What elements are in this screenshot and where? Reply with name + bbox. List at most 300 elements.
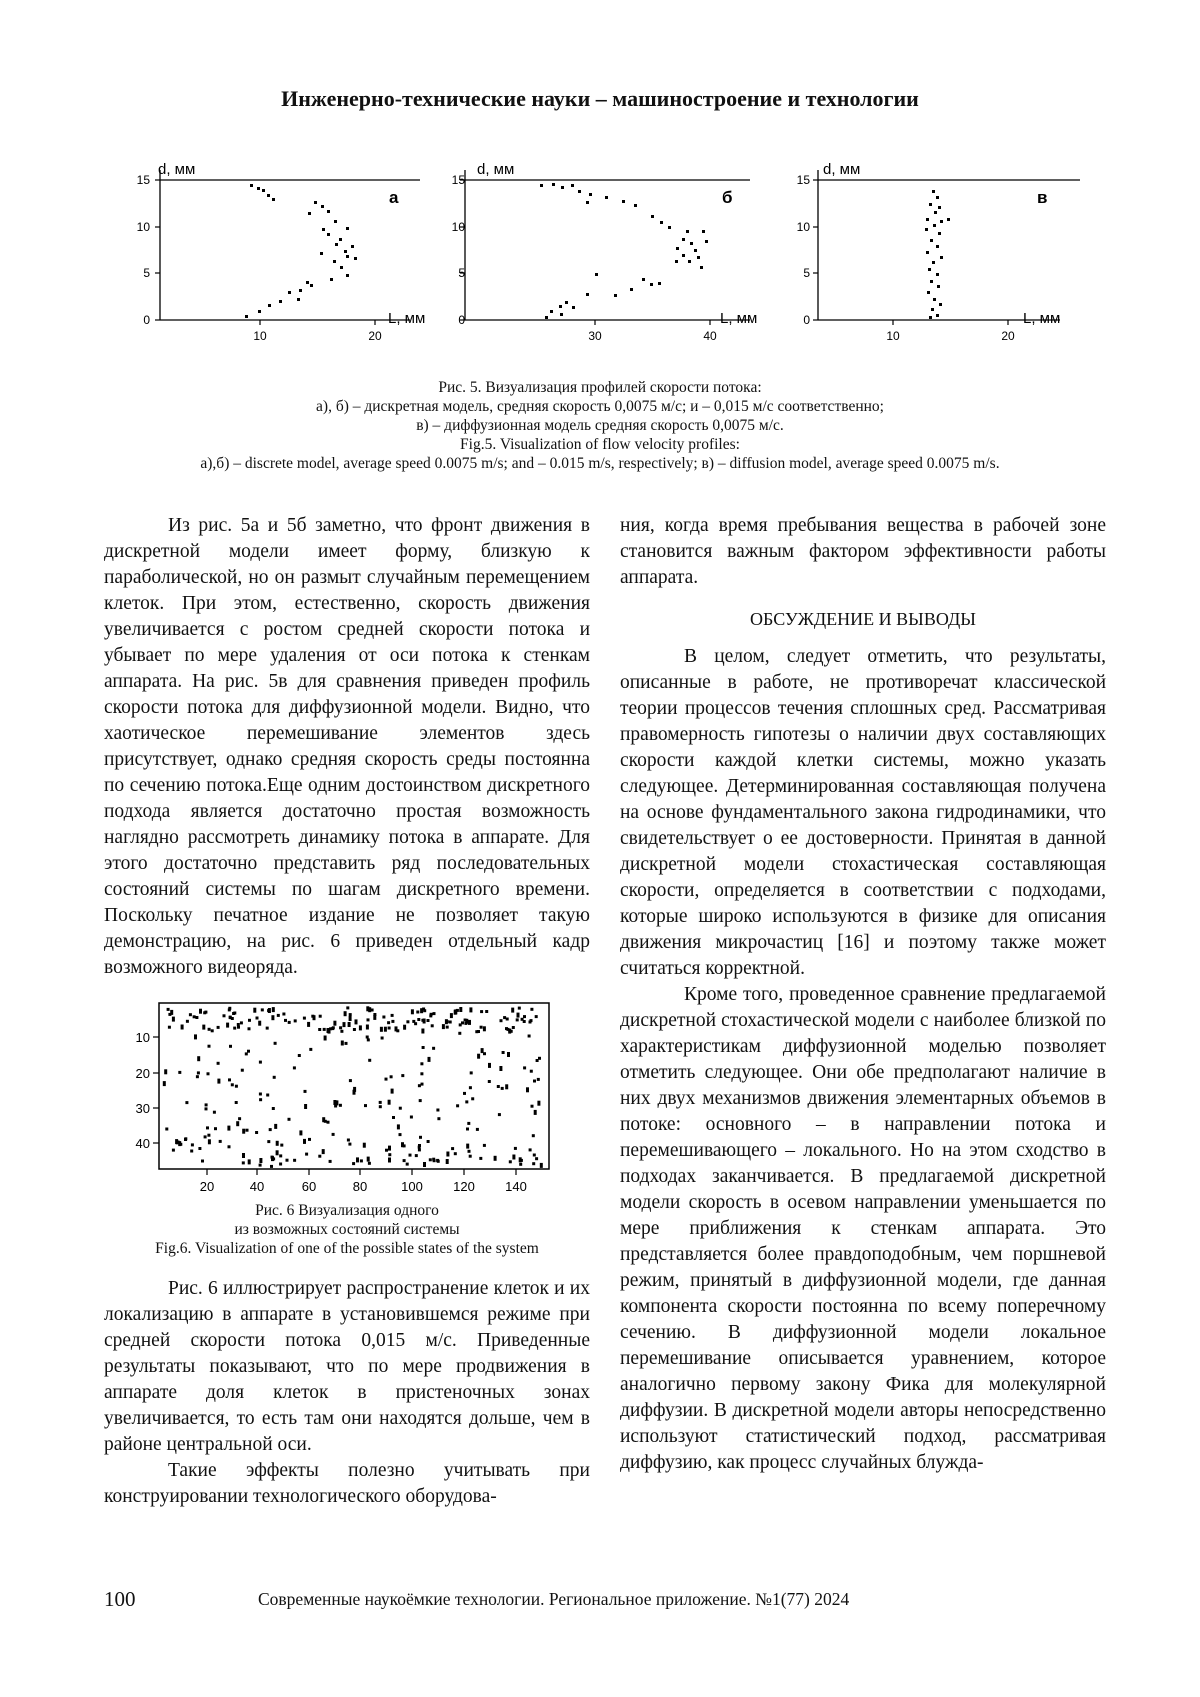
cell-dot — [450, 1013, 453, 1018]
cell-dot — [279, 1163, 282, 1166]
cell-dot — [418, 1144, 421, 1147]
cell-dot — [429, 1158, 432, 1161]
cell-dot — [217, 1026, 220, 1029]
cell-dot — [533, 1154, 536, 1157]
cell-dot — [506, 1028, 509, 1031]
cell-dot — [463, 1092, 466, 1095]
cell-dot — [430, 1013, 433, 1016]
cell-dot — [345, 1042, 348, 1045]
cell-dot — [248, 1159, 251, 1164]
cell-dot — [266, 1027, 269, 1030]
cell-dot — [366, 1036, 369, 1039]
cell-dot — [232, 1012, 235, 1015]
cell-dot — [271, 1015, 274, 1020]
cell-dot — [464, 1022, 467, 1025]
y-tick: 10 — [135, 1030, 150, 1045]
paragraph: Рис. 6 иллюстрирует распространение клеток и их локализацию в аппарате в установившемся режиме при средней скорости потока 0,015 м/с. Приведенные результаты показывают, что по мере продвижения в аппарате доля клеток в пристеночных зонах увеличивается, то есть там они находятся дольше, чем в районе центральной оси. — [104, 1278, 590, 1455]
cell-dot — [499, 1066, 502, 1071]
cell-dot — [512, 1026, 515, 1029]
cell-dot — [246, 1129, 249, 1132]
cell-dot — [341, 1041, 344, 1046]
right-column — [620, 513, 1106, 1476]
cell-dot — [235, 1101, 238, 1104]
cell-dot — [406, 1163, 409, 1166]
cell-dot — [420, 1062, 423, 1065]
cell-dot — [199, 1009, 202, 1014]
cell-dot — [469, 1155, 472, 1158]
cell-dot — [427, 1140, 430, 1143]
cell-dot — [288, 1021, 291, 1024]
y-tick: 0 — [803, 313, 810, 327]
cell-dot — [411, 1009, 414, 1014]
cell-dot — [399, 1107, 402, 1110]
scatter-points — [925, 190, 950, 319]
caption-line: Fig.5. Visualization of flow velocity profiles: — [460, 436, 740, 453]
cell-dot — [469, 1086, 472, 1089]
cell-dot — [401, 1074, 404, 1077]
cell-dot — [274, 1124, 277, 1129]
cell-dot — [305, 1153, 308, 1156]
cell-dot — [353, 1028, 356, 1031]
x-tick: 140 — [505, 1179, 527, 1194]
cell-dot — [422, 1046, 425, 1049]
x-tick: 40 — [703, 329, 717, 343]
cell-dot — [273, 1076, 276, 1079]
cell-dot — [401, 1142, 404, 1147]
cell-dot — [498, 1113, 501, 1116]
cell-dot — [387, 1021, 390, 1024]
cell-dot — [437, 1117, 440, 1120]
paragraph: ния, когда время пребывания вещества в рабочей зоне становится важным фактором эффективности работы аппарата. — [620, 515, 1106, 588]
cell-dot — [395, 1026, 398, 1031]
cell-dot — [523, 1015, 526, 1018]
cell-dot — [458, 1032, 461, 1035]
caption-line: Рис. 5. Визуализация профилей скорости потока: — [438, 379, 762, 396]
cell-dot — [211, 1029, 214, 1032]
cell-dot — [433, 1159, 436, 1162]
cell-dot — [318, 1028, 321, 1031]
cell-dot — [324, 1120, 327, 1123]
cell-dot — [360, 1159, 363, 1162]
cell-dot — [228, 1078, 231, 1081]
cell-dot — [517, 1013, 520, 1018]
cell-dot — [288, 1118, 291, 1121]
cell-dot — [388, 1153, 391, 1156]
cell-dot — [304, 1090, 307, 1093]
y-tick: 20 — [135, 1066, 150, 1081]
x-tick: 20 — [368, 329, 382, 343]
cell-dot — [480, 1026, 483, 1029]
y-tick: 10 — [451, 220, 465, 234]
cell-dot — [277, 1014, 280, 1017]
caption-line: Рис. 6 Визуализация одного — [255, 1202, 439, 1219]
cell-dot — [512, 1155, 515, 1160]
cell-dot — [535, 1157, 538, 1160]
cell-dot — [459, 1007, 462, 1012]
cell-dot — [423, 1162, 426, 1167]
cell-dot — [274, 1042, 277, 1045]
cell-dot — [205, 1107, 208, 1110]
cell-dot — [186, 1020, 189, 1023]
cell-dot — [309, 1048, 312, 1051]
x-tick: 100 — [401, 1179, 423, 1194]
y-tick: 5 — [458, 266, 465, 280]
cell-dot — [403, 1159, 406, 1162]
cell-dot — [530, 1008, 533, 1011]
cell-dot — [392, 1116, 395, 1119]
cell-dot — [420, 1072, 423, 1075]
cell-dot — [466, 1128, 469, 1131]
cell-dot — [388, 1146, 391, 1151]
cell-dot — [380, 1027, 383, 1032]
cell-dot — [388, 1027, 391, 1030]
cell-dot — [418, 1084, 421, 1087]
figure-5-caption — [80, 378, 1120, 473]
cell-dot — [339, 1104, 342, 1107]
cell-dot — [415, 1154, 418, 1157]
caption-line: а),б) – discrete model, average speed 0.0075 m/s; and – 0.015 m/s, respectively; в) – diffusion model, average speed 0.0075 m/s. — [200, 455, 1000, 472]
cell-dot — [178, 1071, 181, 1074]
cell-dot — [270, 1165, 273, 1168]
cell-dot — [349, 1013, 352, 1016]
cell-dot — [379, 1105, 382, 1108]
cell-dot — [235, 1085, 238, 1088]
cell-dot — [259, 1158, 262, 1163]
cell-dot — [189, 1013, 192, 1016]
cell-dot — [197, 1071, 200, 1074]
cell-dot — [276, 1150, 279, 1155]
cell-dot — [193, 1015, 196, 1018]
cell-dot — [436, 1109, 439, 1112]
cell-dot — [258, 1021, 261, 1026]
cell-dot — [276, 1141, 279, 1146]
cell-dot — [226, 1023, 229, 1028]
cell-dot — [259, 1061, 262, 1064]
cell-dot — [382, 1016, 385, 1019]
cell-dot — [231, 1017, 234, 1020]
x-tick: 80 — [352, 1179, 368, 1194]
cell-dot — [454, 1010, 457, 1015]
cell-dot — [349, 1016, 352, 1021]
cell-dot — [219, 1140, 222, 1143]
cell-dot — [421, 1019, 424, 1022]
cell-dot — [242, 1161, 245, 1164]
cell-dot — [269, 1128, 272, 1131]
cell-dot — [519, 1163, 522, 1166]
cell-dot — [399, 1133, 402, 1136]
cell-dot — [208, 1045, 211, 1048]
cell-dot — [346, 1006, 349, 1009]
cell-dot — [391, 1089, 394, 1094]
cell-dot — [500, 1019, 503, 1022]
cell-dot — [468, 1150, 471, 1153]
cell-dot — [282, 1013, 285, 1016]
cell-dot — [339, 1026, 342, 1029]
cell-dot — [456, 1104, 459, 1107]
cell-dot — [532, 1162, 535, 1165]
cell-dot — [205, 1103, 208, 1106]
cell-dot — [329, 1160, 332, 1163]
journal-name: Современные наукоёмкие технологии. Региональное приложение. №1(77) 2024 — [258, 1589, 850, 1609]
y-tick: 5 — [143, 266, 150, 280]
cell-dot — [344, 1011, 347, 1016]
cell-dot — [349, 1079, 352, 1082]
cell-dot — [477, 1054, 480, 1059]
cell-dot — [267, 1140, 270, 1143]
cell-dot — [423, 1009, 426, 1012]
cell-dot — [236, 1121, 239, 1126]
cell-dot — [427, 1019, 430, 1022]
cell-dot — [414, 1022, 417, 1025]
figure-5 — [0, 148, 1200, 368]
cell-dot — [242, 1129, 245, 1134]
cell-dot — [241, 1069, 244, 1072]
y-tick: 10 — [136, 220, 150, 234]
cell-dot — [528, 1035, 531, 1038]
cell-dot — [170, 1010, 173, 1015]
y-axis-label: d, мм — [158, 161, 196, 178]
cell-dot — [238, 1117, 241, 1120]
cell-dot — [384, 1027, 387, 1032]
y-tick: 15 — [796, 173, 810, 187]
cell-dot — [446, 1020, 449, 1023]
cell-dot — [353, 1087, 356, 1092]
cell-dot — [529, 1148, 532, 1151]
cell-dot — [191, 1143, 194, 1146]
caption-line: в) – диффузионная модель средняя скорость 0,0075 м/с. — [416, 417, 784, 434]
cell-dot — [298, 1054, 301, 1057]
cell-dot — [256, 1017, 259, 1020]
cell-dot — [446, 1159, 449, 1164]
left-column — [104, 513, 590, 1510]
x-tick: 30 — [588, 329, 602, 343]
cell-dot — [483, 1144, 486, 1147]
cell-dot — [391, 1014, 394, 1017]
cell-dot — [417, 1018, 420, 1021]
cell-dot — [267, 1009, 270, 1012]
cell-dot — [364, 1104, 367, 1107]
cell-dot — [433, 1012, 436, 1015]
cell-dot — [208, 1139, 211, 1144]
cell-dot — [247, 1050, 250, 1053]
cell-dot — [168, 1026, 171, 1029]
cell-dot — [324, 1036, 327, 1041]
cell-dot — [503, 1016, 506, 1019]
cell-dot — [531, 1105, 534, 1108]
cell-dot — [532, 1134, 535, 1137]
y-tick: 0 — [458, 313, 465, 327]
cell-dot — [526, 1087, 529, 1092]
x-axis-label: L, мм — [1023, 310, 1061, 327]
cell-dot — [172, 1017, 175, 1022]
cell-dot — [167, 1008, 170, 1011]
cell-dot — [307, 1022, 310, 1027]
cell-dot — [261, 1008, 264, 1011]
cell-dot — [367, 1038, 370, 1041]
cell-dot — [253, 1008, 256, 1013]
cell-dot — [485, 1010, 488, 1013]
cell-dot — [488, 1063, 491, 1068]
cell-dot — [242, 1153, 245, 1158]
cell-dot — [403, 1025, 406, 1030]
cell-dot — [446, 1026, 449, 1029]
cell-dot — [237, 1023, 240, 1026]
cell-dot — [446, 1152, 449, 1157]
x-tick: 10 — [886, 329, 900, 343]
cell-dot — [293, 1066, 296, 1069]
cell-dot — [368, 1059, 371, 1062]
cell-dot — [229, 1045, 232, 1048]
cell-dot — [233, 1027, 236, 1030]
cell-dot — [348, 1022, 351, 1027]
cell-dot — [271, 1156, 274, 1161]
cell-dot — [272, 1107, 275, 1110]
cell-dot — [409, 1154, 412, 1157]
cell-dot — [355, 1019, 358, 1024]
cell-dot — [385, 1078, 388, 1081]
cell-dot — [280, 1144, 283, 1147]
panel-label: б — [722, 188, 733, 207]
cell-dot — [471, 1097, 474, 1100]
cell-dot — [293, 1159, 296, 1162]
figure-5-panel-b — [452, 161, 758, 343]
cell-dot — [537, 1078, 540, 1081]
cell-dot — [240, 1021, 243, 1024]
cell-dot — [340, 1030, 343, 1033]
cell-dot — [206, 1126, 209, 1129]
cell-dot — [451, 1147, 454, 1150]
cell-dot — [259, 1164, 262, 1167]
x-tick: 40 — [249, 1179, 265, 1194]
cell-dot — [505, 1084, 508, 1089]
cell-dot — [259, 1098, 262, 1101]
section-title: ОБСУЖДЕНИЕ И ВЫВОДЫ — [750, 609, 976, 629]
cell-dot — [388, 1100, 391, 1105]
caption-line: Fig.6. Visualization of one of the possible states of the system — [155, 1240, 539, 1257]
cell-dot — [533, 1080, 536, 1083]
cell-dot — [195, 1016, 198, 1019]
cell-dot — [416, 1011, 419, 1014]
x-axis-label: L, мм — [720, 310, 758, 327]
cell-dot — [178, 1141, 181, 1146]
cell-dot — [286, 1159, 289, 1162]
cell-dot — [420, 1008, 423, 1013]
cell-dot — [207, 1134, 210, 1137]
paragraph: Такие эффекты полезно учитывать при конструировании технологического оборудова- — [104, 1460, 590, 1507]
cell-dot — [237, 1026, 240, 1029]
cell-dot — [367, 1157, 370, 1162]
paragraph: В целом, следует отметить, что результаты, описанные в работе, не противоречат классической теории процессов течения сплошных сред. Рассматривая правомерность гипотезы о наличии двух составляющих скорости каждой клетки системы, можно указать следующее. Детерминированная составляющая получена на основе фундаментального закона гидродинамики, что свидетельствует о ее достоверности. Принятая в данной дискретной модели стохастическая составляющая скорости, определяется в соответствии с подходами, которые широко используются в физике для описания движения микрочастиц [16] и поэтому также может считаться корректной. — [620, 646, 1106, 979]
cell-dot — [201, 1160, 204, 1163]
cell-dot — [198, 1147, 201, 1150]
cell-dot — [308, 1138, 311, 1141]
running-title: Инженерно-технические науки – машиностроение и технологии — [281, 86, 919, 111]
cell-dot — [459, 1023, 462, 1026]
x-axis-label: L, мм — [388, 310, 426, 327]
cell-dot — [521, 1018, 524, 1021]
y-tick: 0 — [143, 313, 150, 327]
cell-dot — [385, 1149, 388, 1152]
cell-dot — [323, 1028, 326, 1031]
cell-dot — [248, 1027, 251, 1030]
cell-dot — [509, 1160, 512, 1163]
cell-dot — [327, 1028, 330, 1033]
cell-dot — [538, 1057, 541, 1060]
cell-dot — [368, 1162, 371, 1165]
x-tick: 20 — [1001, 329, 1015, 343]
cell-dot — [466, 1144, 469, 1149]
cell-dot — [279, 1154, 282, 1157]
cell-dot — [227, 1126, 230, 1131]
cell-dot — [203, 1011, 206, 1014]
cell-dot — [368, 1007, 371, 1012]
cell-dot — [223, 1014, 226, 1017]
cell-dot — [373, 1015, 376, 1020]
cell-dot — [469, 1007, 472, 1012]
cell-dot — [197, 1056, 200, 1061]
figure-6-caption — [104, 1201, 590, 1258]
cell-dot — [231, 1083, 234, 1086]
cell-dot — [379, 1101, 382, 1104]
x-tick: 10 — [253, 329, 267, 343]
cell-dot — [479, 1157, 482, 1160]
cell-dot — [172, 1149, 175, 1152]
cell-dot — [465, 1100, 468, 1103]
cell-dot — [266, 1094, 269, 1097]
cell-dot — [508, 1031, 511, 1034]
y-tick: 5 — [803, 266, 810, 280]
cell-dot — [335, 1100, 338, 1105]
cell-dot — [388, 1158, 391, 1163]
cell-dot — [514, 1147, 517, 1150]
cell-dot — [184, 1138, 187, 1141]
cell-dot — [494, 1156, 497, 1161]
scatter-points — [540, 183, 708, 319]
cell-dot — [217, 1062, 220, 1065]
cell-dot — [194, 1034, 197, 1039]
caption-line: а), б) – дискретная модель, средняя скорость 0,0075 м/с; и – 0,015 м/с соответственно; — [316, 398, 884, 415]
cell-dot — [299, 1130, 302, 1135]
cell-dot — [502, 1051, 505, 1054]
cell-dot — [347, 1139, 350, 1142]
cell-dot — [322, 1149, 325, 1154]
y-tick: 15 — [136, 173, 150, 187]
cell-dot — [418, 1148, 421, 1151]
cell-dot — [483, 1026, 486, 1031]
cell-dot — [356, 1157, 359, 1162]
cell-dot — [213, 1111, 216, 1114]
cell-dot — [488, 1080, 491, 1083]
cell-dot — [272, 1007, 275, 1012]
cell-dot — [507, 1052, 510, 1057]
cell-dot — [367, 1018, 370, 1021]
cell-dot — [475, 1030, 478, 1033]
cell-dot — [540, 1163, 543, 1168]
figure-5-panel-a — [137, 161, 426, 343]
cell-dot — [207, 1072, 210, 1075]
cell-dot — [319, 1015, 322, 1018]
cell-dot — [519, 1157, 522, 1162]
figure-6 — [104, 997, 590, 1197]
cell-dot — [303, 1139, 306, 1144]
y-tick: 30 — [135, 1101, 150, 1116]
cell-dot — [359, 1025, 362, 1030]
cell-dot — [348, 1143, 351, 1146]
cell-dot — [196, 1075, 199, 1078]
paragraph: Из рис. 5а и 5б заметно, что фронт движения в дискретной модели имеет форму, близкую к параболической, но он размыт случайным перемещением клеток. При этом, естественно, скорость движения увеличивается с ростом средней скорости потока и убывает по мере удаления от оси потока к стенкам аппарата. На рис. 5в для сравнения приведен профиль скорости потока для диффузионной модели. Видно, что хаотическое перемешивание элементов здесь присутствует, однако средняя скорость среды постоянна по сечению потока.Еще одним достоинством дискретного подхода является достаточно простая возможность наглядно рассмотреть динамику потока в аппарате. Для этого достаточно представить ряд последовательных состояний системы по шагам дискретного времени. Поскольку печатное издание не позволяет такую демонстрацию, на рис. 6 приведен отдельный кадр возможного видеоряда. — [104, 515, 590, 978]
cell-dot — [481, 1048, 484, 1053]
cell-dot — [476, 1128, 479, 1131]
